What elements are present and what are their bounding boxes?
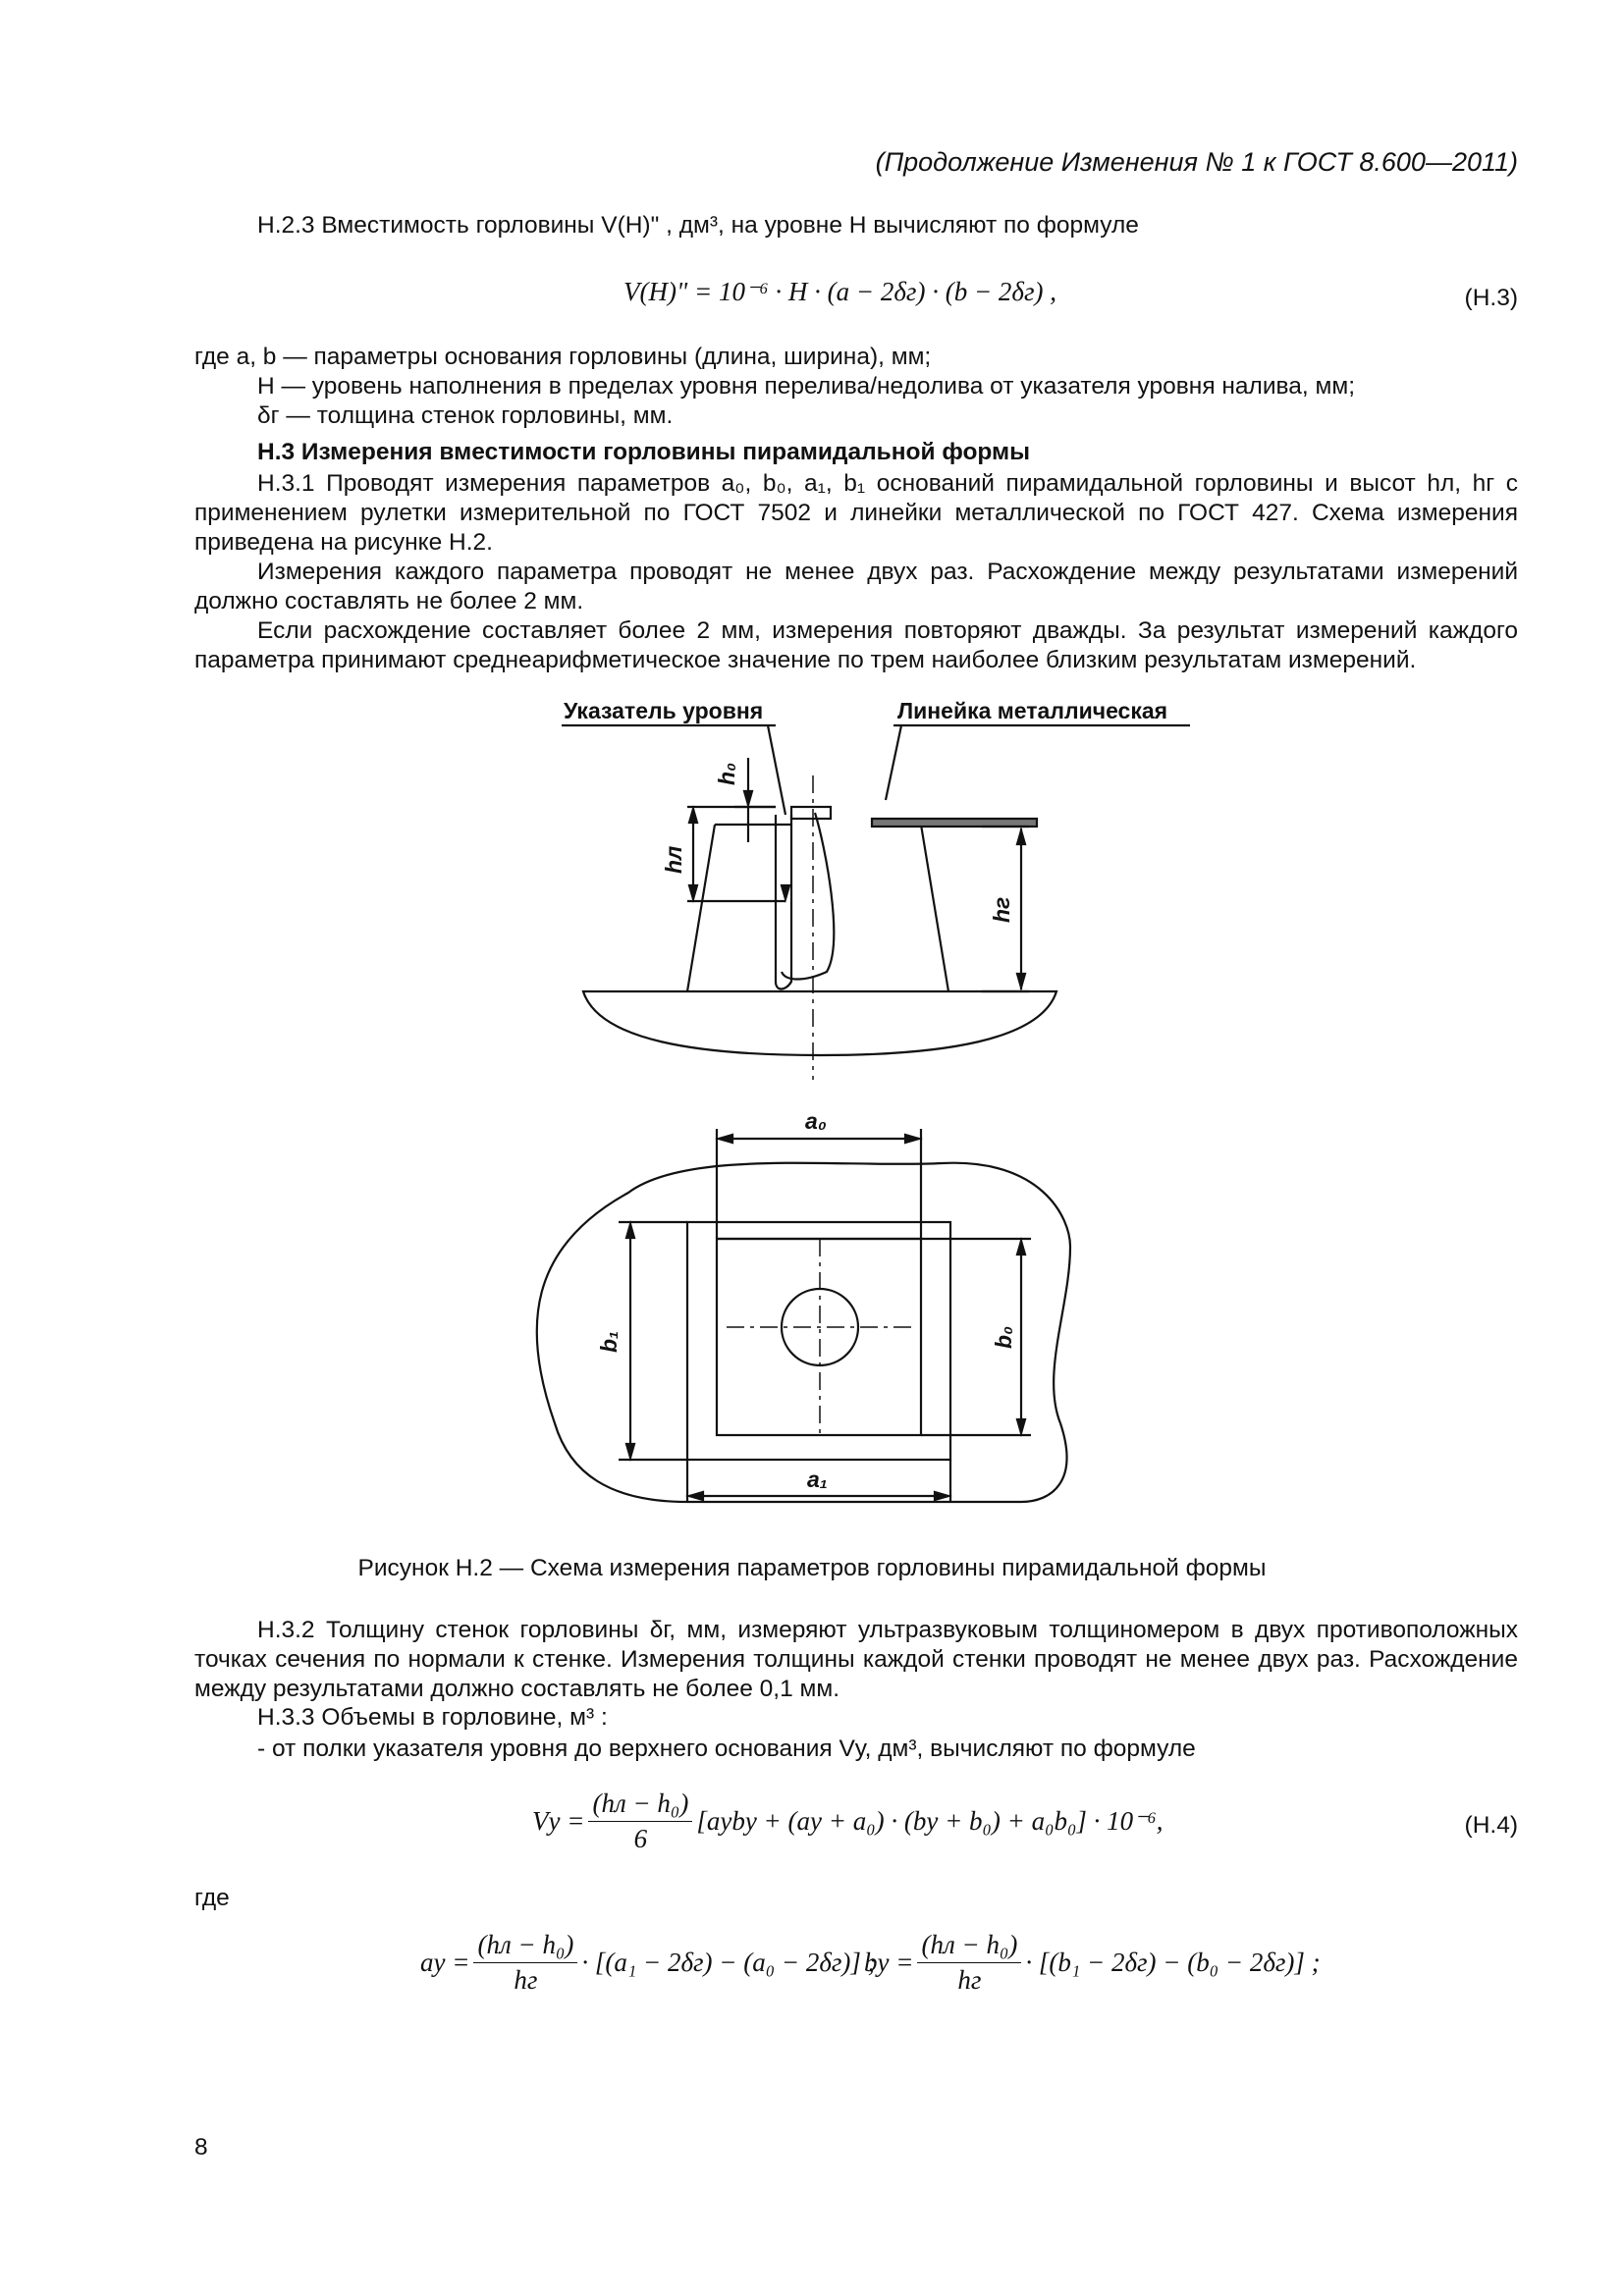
paragraph-measurements: Измерения каждого параметра проводят не менее двух раз. Расхождение между результатами измерений должно составлять не более 2 мм.: [194, 559, 1518, 614]
equation-number-h4: (Н.4): [1464, 1812, 1518, 1839]
formula-h4-denominator: 6: [633, 1824, 648, 1853]
label-ruler: Линейка металлическая: [897, 698, 1168, 723]
formula-by-numerator: (hл − h₀): [917, 1930, 1021, 1963]
indicator-leader: [768, 725, 785, 815]
where-H: H — уровень наполнения в пределах уровня перелива/недолива от указателя уровня налива, мм;: [257, 373, 1356, 400]
label-a1: a₁: [807, 1467, 828, 1492]
paragraph-h23: Н.2.3 Вместимость горловины V(H)" , дм³, на уровне H вычисляют по формуле: [257, 212, 1139, 239]
formula-by-fraction: [917, 1930, 1021, 1996]
where-ab: где a, b — параметры основания горловины (длина, ширина), мм;: [194, 344, 932, 370]
page-number: 8: [194, 2134, 208, 2161]
formula-ay-lhs: aу =: [420, 1948, 470, 1977]
formula-ay-denominator: hг: [514, 1965, 538, 1995]
formula-by: [864, 1930, 1321, 1996]
label-b1: b₁: [596, 1330, 622, 1353]
where-delta: δг — толщина стенок горловины, мм.: [257, 402, 674, 429]
equation-number-h3: (Н.3): [1464, 285, 1518, 311]
tank-body: [583, 991, 1056, 1055]
where-label: где: [194, 1885, 230, 1911]
formula-h3: V(H)" = 10⁻⁶ · H · (a − 2δг) · (b − 2δг) ,: [623, 277, 1056, 306]
formula-by-denominator: hг: [957, 1965, 982, 1995]
ruler-leader: [886, 725, 901, 800]
indicator-cap: [791, 807, 831, 819]
figure-caption: Рисунок Н.2 — Схема измерения параметров горловины пирамидальной формы: [357, 1555, 1267, 1581]
plan-inner-square: [717, 1239, 921, 1435]
formula-h4-fraction: [588, 1789, 692, 1854]
label-a0: a₀: [805, 1108, 827, 1134]
label-hg: hг: [989, 896, 1014, 923]
plan-outer-square: [687, 1222, 950, 1460]
formula-ay-fraction: [473, 1930, 577, 1996]
ruler-bar: [872, 819, 1037, 827]
neck-right-wall: [921, 825, 948, 991]
formula-h4: [532, 1789, 1164, 1854]
label-indicator: Указатель уровня: [564, 698, 764, 723]
formula-ay-numerator: (hл − h₀): [473, 1930, 577, 1963]
paragraph-h31: Н.3.1 Проводят измерения параметров a₀, b₀, a₁, b₁ оснований пирамидальной горловины и высот hл, hг с применением рулетки измерительной по ГОСТ 7502 и линейки металлической по ГОСТ 427. Схема измерения приведена на рисунке Н.2.: [194, 470, 1518, 556]
formula-ay-rest: · [(a₁ − 2δг) − (a₀ − 2δг)] ;: [581, 1948, 877, 1977]
paragraph-h32: Н.3.2 Толщину стенок горловины δг, мм, измеряют ультразвуковым толщиномером в двух противоположных точках сечения по нормали к стенке. Измерения толщины каждой стенки проводят не менее двух раз. Расхождение между результатами должно составлять не более 0,1 мм.: [194, 1617, 1518, 1702]
formula-h4-rest: [aуbу + (aу + a₀) · (bу + b₀) + a₀b₀] · 10⁻⁶,: [696, 1806, 1164, 1836]
paragraph-repeat: Если расхождение составляет более 2 мм, измерения повторяют дважды. За результат измерений каждого параметра принимают среднеарифметическое значение по трем наиболее близким результатам измерений.: [194, 617, 1518, 673]
indicator-curve: [782, 813, 834, 980]
paragraph-h33: Н.3.3 Объемы в горловине, м³ :: [257, 1704, 608, 1731]
page-header: (Продолжение Изменения № 1 к ГОСТ 8.600—2011): [875, 147, 1518, 177]
formula-ay: [420, 1930, 877, 1996]
formula-by-lhs: bу =: [864, 1948, 914, 1977]
paragraph-shelf: - от полки указателя уровня до верхнего основания Vу, дм³, вычисляют по формуле: [257, 1735, 1196, 1762]
formula-h4-lhs: Vу =: [532, 1806, 585, 1836]
neck-left-wall: [687, 825, 715, 991]
label-b0: b₀: [991, 1325, 1016, 1349]
label-hl: hл: [661, 845, 686, 874]
formula-h4-numerator: (hл − h₀): [588, 1789, 692, 1822]
formula-by-rest: · [(b₁ − 2δг) − (b₀ − 2δг)] ;: [1025, 1948, 1321, 1977]
section-heading-h3: Н.3 Измерения вместимости горловины пирамидальной формы: [257, 439, 1031, 465]
label-h0: h₀: [714, 762, 739, 785]
